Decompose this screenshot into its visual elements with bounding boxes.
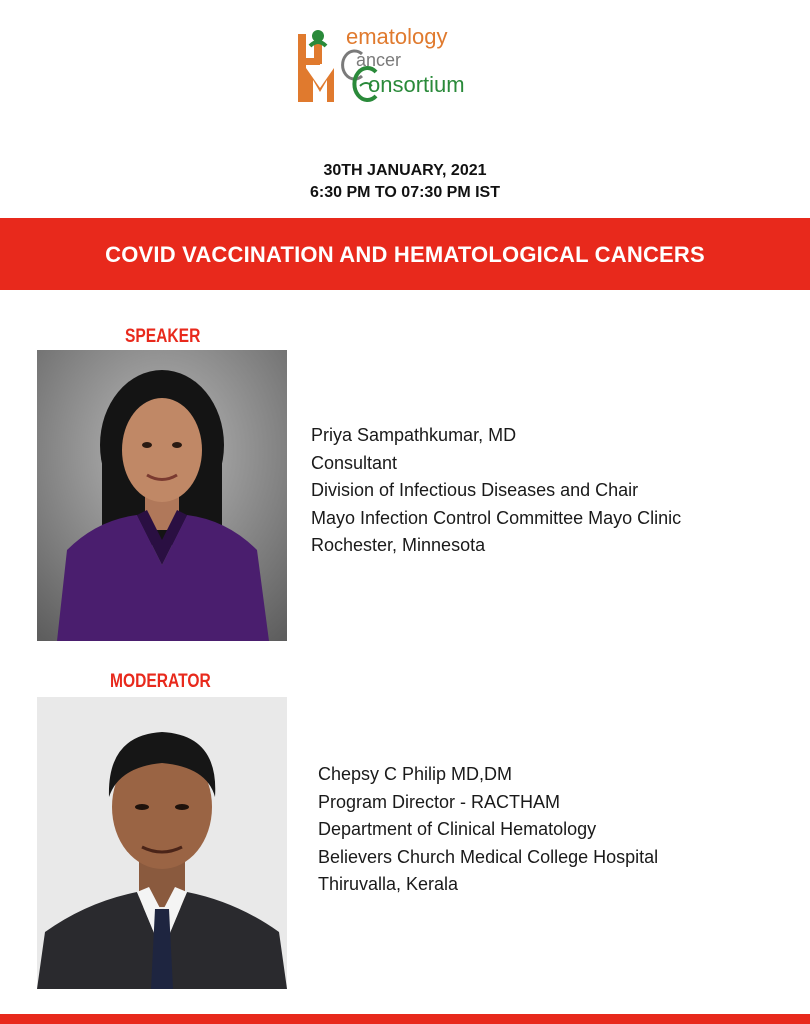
- moderator-photo: [37, 697, 287, 989]
- event-date: 30TH JANUARY, 2021: [323, 162, 487, 179]
- speaker-committee: Mayo Infection Control Committee Mayo Clinic: [311, 507, 682, 528]
- moderator-portrait-icon: [37, 697, 287, 989]
- speaker-division: Division of Infectious Diseases and Chair: [311, 480, 639, 500]
- speaker-portrait-icon: [37, 350, 287, 641]
- moderator-title: Program Director - RACTHAM: [318, 791, 561, 812]
- moderator-bio: [318, 761, 658, 899]
- title-banner: [0, 218, 810, 290]
- moderator-name: Chepsy C Philip MD,DM: [318, 764, 513, 784]
- moderator-department: Department of Clinical Hematology: [318, 819, 597, 839]
- speaker-name: Priya Sampathkumar, MD: [311, 425, 517, 445]
- speaker-photo: [37, 350, 287, 641]
- moderator-role-label: MODERATOR: [110, 671, 211, 692]
- bottom-accent-bar: [0, 1014, 810, 1024]
- speaker-bio: [311, 422, 681, 560]
- speaker-location: Rochester, Minnesota: [311, 535, 486, 555]
- moderator-location: Thiruvalla, Kerala: [318, 874, 459, 894]
- event-title: COVID VACCINATION AND HEMATOLOGICAL CANCERS: [105, 242, 705, 267]
- speaker-title: Consultant: [311, 452, 398, 473]
- event-time: 6:30 PM TO 07:30 PM IST: [310, 184, 500, 201]
- consortium-logo: [296, 22, 516, 104]
- logo-text-hematology: ematology: [346, 24, 448, 49]
- logo-text-consortium: onsortium: [368, 72, 465, 97]
- moderator-hospital: Believers Church Medical College Hospital: [318, 846, 659, 867]
- logo-text-cancer: ancer: [356, 50, 402, 70]
- speaker-role-label: SPEAKER: [125, 326, 201, 347]
